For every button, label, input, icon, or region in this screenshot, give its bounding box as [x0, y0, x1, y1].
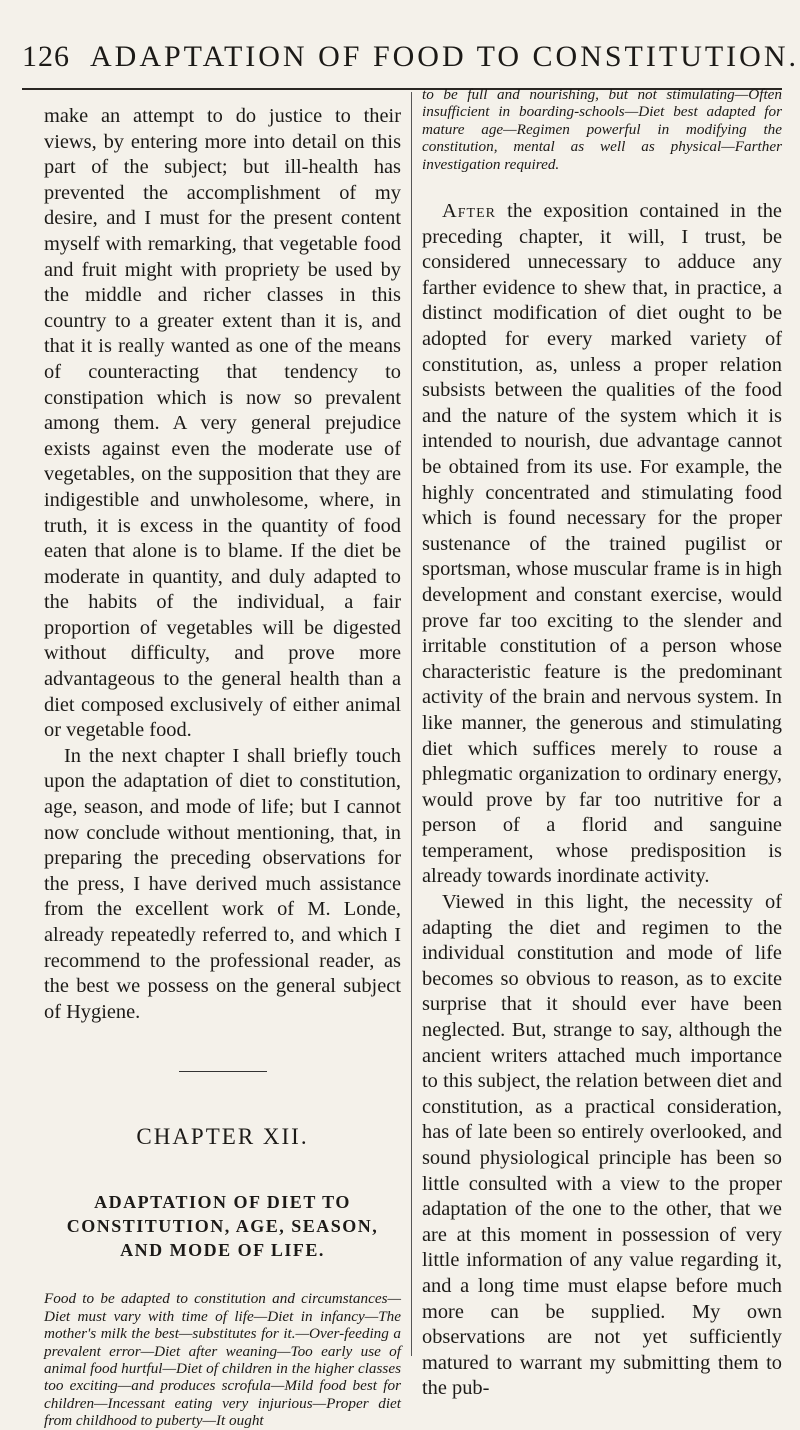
- column-divider: [411, 92, 412, 1356]
- right-column: [422, 86, 782, 1402]
- chapter-synopsis-continued: to be full and nourishing, but not stimulating—Often insufficient in boarding-schools—Diet best adapted for mature age—Regimen powerful in modifying the constitution, mental as well as physical—Farther investigation required.: [422, 86, 782, 173]
- left-column: [44, 104, 401, 1430]
- page-header: [22, 40, 799, 80]
- opening-word: After: [442, 200, 496, 223]
- left-paragraph-1: make an attempt to do justice to their views, by entering more into detail on this part of the subject; but ill-health has prevented the accomplishment of my desire, and I must for the present content myself with remarking, that vegetable food and fruit might with propriety be used by the middle and richer classes in this country to a greater extent than it is, and that it is really wanted as one of the means of counteracting that tendency to constipation which is now so prevalent among them. A very general prejudice exists against even the moderate use of vegetables, on the supposition that they are indigestible and unwholesome, where, in truth, it is excess in the quantity of food eaten that alone is to blame. If the diet be moderate in quantity, and duly adapted to the habits of the individual, a fair proportion of vegetables will be digested without difficulty, and prove more advantageous to the general health than a diet composed exclusively of either animal or vegetable food.: [44, 105, 401, 742]
- section-divider: [179, 1071, 267, 1072]
- left-paragraph-2: In the next chapter I shall briefly touch upon the adaptation of diet to constitution, age, season, and mode of life; but I cannot now conclude without mentioning, that, in preparing the preceding observations for the press, I have derived much assistance from the excellent work of M. Londe, already repeatedly referred to, and which I recommend to the professional reader, as the best we possess on the general subject of Hygiene.: [44, 744, 401, 1023]
- right-paragraph-1-text: the exposition contained in the preceding chapter, it will, I trust, be considered unnecessary to adduce any farther evidence to shew that, in practice, a distinct modification of diet ought to be adopted for every marked variety of constitution, as, unless a proper relation subsists between the qualities of the food and the nature of the system which it is intended to nourish, due advantage cannot be obtained from its use. For example, the highly concentrated and stimulating food which is found necessary for the proper sustenance of the trained pugilist or sportsman, whose muscular frame is in high development and constant exercise, would prove far too exciting to the slender and irritable constitution of a person whose characteristic feature is the predominant activity of the brain and nervous system. In like manner, the generous and stimulating diet which suffices merely to rouse a phlegmatic organization to ordinary energy, would prove by far too nutritive for a person of a florid and sanguine temperament, whose predisposition is already towards inordinate activity.: [422, 200, 782, 888]
- page-number: 126: [22, 40, 70, 73]
- chapter-number: CHAPTER XII.: [136, 1124, 309, 1150]
- right-paragraph-1: [422, 199, 782, 890]
- right-paragraph-2: Viewed in this light, the necessity of adapting the diet and regimen to the individual constitution and mode of life becomes so obvious to reason, as to excite surprise that it should ever have been neglected. But, strange to say, although the ancient writers attached much importance to this subject, the relation between diet and constitution, as a practical consideration, has of late been so entirely overlooked, and sound physiological principle has been so little consulted with a view to the proper adaptation of the one to the other, that we are at this moment in possession of very little information of any value regarding it, and a long time must elapse before much more can be supplied. My own observations are not yet sufficiently matured to warrant my submitting them to the pub-: [422, 891, 782, 1400]
- running-head: ADAPTATION OF FOOD TO CONSTITUTION.: [90, 40, 799, 73]
- chapter-synopsis: Food to be adapted to constitution and circumstances—Diet must vary with time of life—Diet in infancy—The mother's milk the best—substitutes for it.—Over-feeding a prevalent error—Diet after weaning—Too early use of animal food hurtful—Diet of children in the higher classes too exciting—and produces scrofula—Mild food best for children—Incessant eating very injurious—Proper diet from childhood to puberty—It ought: [44, 1290, 401, 1430]
- chapter-heading: ADAPTATION OF DIET TO CONSTITUTION, AGE, SEASON, AND MODE OF LIFE.: [66, 1192, 379, 1261]
